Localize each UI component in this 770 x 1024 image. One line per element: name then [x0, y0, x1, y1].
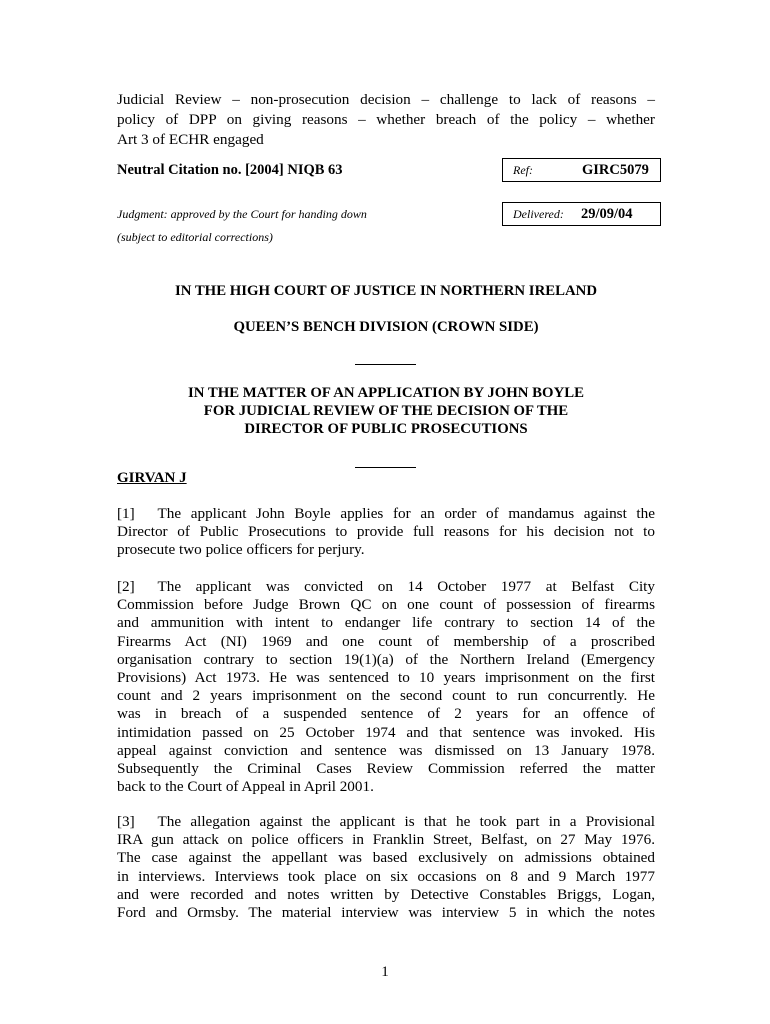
- delivered-value: 29/09/04: [581, 206, 633, 222]
- divider: [355, 364, 416, 365]
- paragraph-line: was in breach of a suspended sentence of 2 years for an offence of: [117, 705, 655, 723]
- paragraph-line: The case against the appellant was based exclusively on admissions obtained: [117, 849, 655, 867]
- paragraph-line: [2] The applicant was convicted on 14 October 1977 at Belfast City: [117, 578, 655, 595]
- headnote-line: Judicial Review – non-prosecution decision – challenge to lack of reasons –: [117, 91, 655, 108]
- paragraph-line: [3] The allegation against the applicant is that he took part in a Provisional: [117, 813, 655, 830]
- headnote-line: policy of DPP on giving reasons – whether breach of the policy – whether: [117, 111, 655, 128]
- court-title: IN THE HIGH COURT OF JUSTICE IN NORTHERN IRELAND: [174, 283, 598, 299]
- judge-name: GIRVAN J: [117, 470, 187, 486]
- delivered-label: Delivered:: [513, 207, 564, 221]
- paragraph-line: organisation contrary to section 19(1)(a) of the Northern Ireland (Emergency: [117, 650, 655, 668]
- paragraph-line: Ford and Ormsby. The material interview was interview 5 in which the notes: [117, 904, 655, 922]
- matter-line: IN THE MATTER OF AN APPLICATION BY JOHN BOYLE: [187, 385, 584, 401]
- paragraph-line: IRA gun attack on police officers in Franklin Street, Belfast, on 27 May 1976.: [117, 831, 655, 849]
- ref-box: [502, 158, 661, 182]
- paragraph-1: [117, 505, 655, 560]
- paragraph-line: prosecute two police officers for perjury.: [117, 541, 365, 559]
- editorial-note: (subject to editorial corrections): [117, 230, 273, 244]
- paragraph-line: appeal against conviction and sentence was dismissed on 13 January 1978.: [117, 741, 655, 759]
- divider: [355, 467, 416, 468]
- neutral-citation: Neutral Citation no. [2004] NIQB 63: [117, 162, 343, 178]
- paragraph-line: [1] The applicant John Boyle applies for an order of mandamus against the: [117, 505, 655, 522]
- paragraph-line: and were recorded and notes written by Detective Constables Briggs, Logan,: [117, 885, 655, 903]
- paragraph-line: count and 2 years imprisonment on the second count to run concurrently. He: [117, 687, 655, 705]
- page-number: 1: [381, 964, 389, 980]
- paragraph-line: Provisions) Act 1973. He was sentenced to 10 years imprisonment on the first: [117, 669, 655, 687]
- delivered-box: [502, 202, 661, 226]
- headnote-line: Art 3 of ECHR engaged: [117, 131, 264, 148]
- paragraph-line: Firearms Act (NI) 1969 and one count of membership of a proscribed: [117, 632, 655, 650]
- paragraph-line: Commission before Judge Brown QC on one count of possession of firearms: [117, 596, 655, 614]
- paragraph-line: Subsequently the Criminal Cases Review Commission referred the matter: [117, 760, 655, 778]
- ref-value: GIRC5079: [582, 162, 649, 178]
- matter-line: DIRECTOR OF PUBLIC PROSECUTIONS: [244, 421, 528, 437]
- paragraph-line: Director of Public Prosecutions to provide full reasons for his decision not to: [117, 523, 655, 541]
- judgment-note: Judgment: approved by the Court for handing down: [117, 207, 367, 221]
- matter-line: FOR JUDICIAL REVIEW OF THE DECISION OF THE: [203, 403, 569, 419]
- matter-title: [117, 384, 655, 438]
- paragraph-2: [117, 578, 655, 796]
- ref-label: Ref:: [513, 163, 533, 177]
- paragraph-line: and ammunition with intent to endanger life contrary to section 14 of the: [117, 614, 655, 632]
- paragraph-line: intimidation passed on 25 October 1974 and that sentence was invoked. His: [117, 723, 655, 741]
- headnote: [117, 90, 655, 150]
- paragraph-3: [117, 813, 655, 922]
- paragraph-line: in interviews. Interviews took place on six occasions on 8 and 9 March 1977: [117, 867, 655, 885]
- division-title: QUEEN’S BENCH DIVISION (CROWN SIDE): [233, 319, 539, 335]
- paragraph-line: back to the Court of Appeal in April 2001.: [117, 778, 374, 796]
